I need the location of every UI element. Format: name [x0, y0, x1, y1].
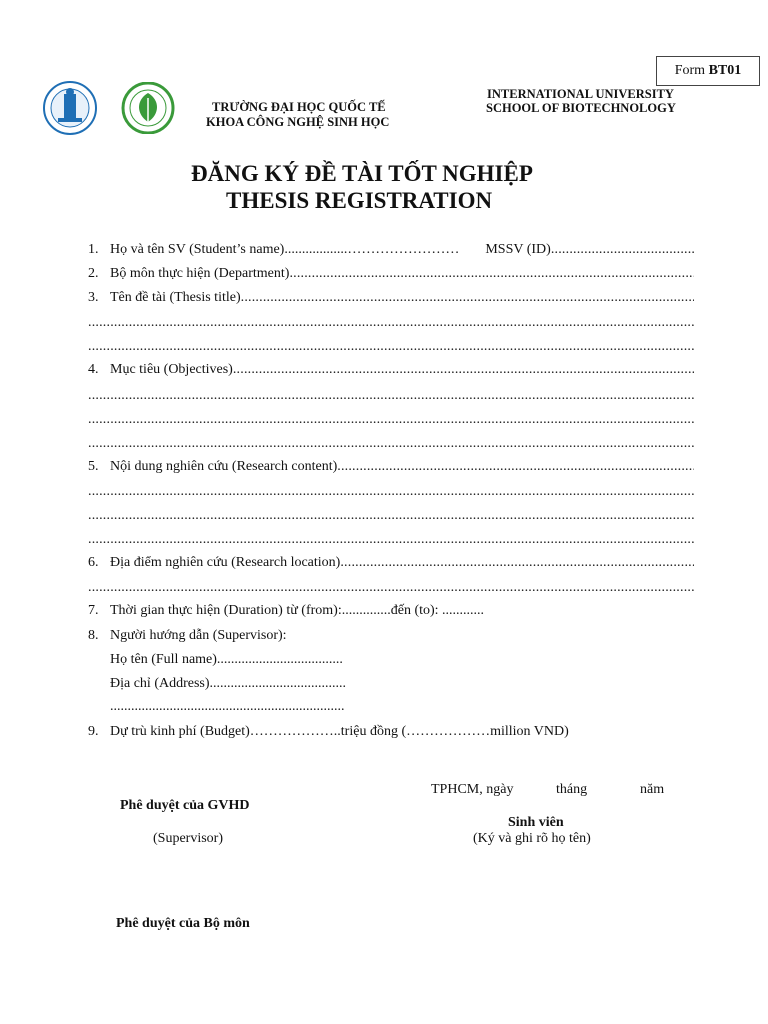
- thesis-title-line[interactable]: [88, 312, 694, 334]
- field-objectives[interactable]: 4. Mục tiêu (Objectives) .....: [88, 359, 694, 381]
- title-en: THESIS REGISTRATION: [226, 188, 493, 213]
- form-code-box: [656, 56, 760, 86]
- vn-university-name: TRƯỜNG ĐẠI HỌC QUỐC TẾ: [212, 100, 386, 114]
- research-content-line[interactable]: [88, 481, 694, 503]
- thesis-title-label: Tên đề tài (Thesis title): [110, 290, 241, 305]
- objectives-line[interactable]: [88, 385, 694, 407]
- budget-text: Dự trù kinh phí (Budget)………………..triệu đồng (………………million VND): [110, 724, 569, 739]
- field-budget[interactable]: 9. Dự trù kinh phí (Budget)………………..triệu đồng (………………million VND): [88, 721, 694, 743]
- thesis-title-line[interactable]: [88, 336, 694, 358]
- student-id-label: MSSV (ID): [485, 242, 551, 257]
- objectives-line[interactable]: [88, 409, 694, 431]
- supervisor-address-line[interactable]: ...................................................................: [110, 699, 345, 714]
- field-student-name[interactable]: 1. Họ và tên SV (Student’s name) ..................…………………… MSSV (ID) .....: [88, 239, 694, 261]
- research-location-label: Địa điểm nghiên cứu (Research location): [110, 555, 341, 570]
- research-content-label: Nội dung nghiên cứu (Research content): [110, 459, 338, 474]
- field-department[interactable]: 2. Bộ môn thực hiện (Department) .....: [88, 263, 694, 285]
- field-research-location[interactable]: 6. Địa điểm nghiên cứu (Research location) .....: [88, 552, 694, 574]
- vn-school-name: KHOA CÔNG NGHỆ SINH HỌC: [206, 115, 390, 129]
- field-thesis-title[interactable]: 3. Tên đề tài (Thesis title) .....: [88, 287, 694, 309]
- supervisor-fullname-field[interactable]: Họ tên (Full name)....................................: [110, 652, 343, 667]
- objectives-label: Mục tiêu (Objectives): [110, 362, 233, 377]
- biotechnology-leaf-logo: [120, 82, 176, 134]
- supervisor-address-field[interactable]: Địa chỉ (Address).......................................: [110, 676, 347, 691]
- research-content-line[interactable]: [88, 529, 694, 551]
- supervisor-approval-subtitle: (Supervisor): [153, 831, 223, 846]
- research-location-line[interactable]: [88, 577, 694, 599]
- en-university-name: INTERNATIONAL UNIVERSITY: [487, 87, 674, 101]
- form-code: BT01: [708, 63, 742, 78]
- month-label: tháng: [556, 782, 588, 797]
- field-duration[interactable]: 7. Thời gian thực hiện (Duration) từ (from):..............đến (to): ............: [88, 600, 694, 622]
- student-signature-subtitle: (Ký và ghi rõ họ tên): [473, 831, 591, 846]
- duration-text: Thời gian thực hiện (Duration) từ (from):..............đến (to): ............: [110, 603, 485, 618]
- year-label: năm: [640, 782, 665, 797]
- student-name-label: Họ và tên SV (Student’s name): [110, 242, 285, 257]
- place-date-label: TPHCM, ngày: [431, 782, 514, 797]
- title-vn: ĐĂNG KÝ ĐỀ TÀI TỐT NGHIỆP: [191, 161, 533, 186]
- field-research-content[interactable]: 5. Nội dung nghiên cứu (Research content) .....: [88, 456, 694, 478]
- student-id-dots: [551, 239, 694, 261]
- en-school-name: SCHOOL OF BIOTECHNOLOGY: [486, 101, 676, 115]
- form-code-prefix: Form: [674, 63, 706, 78]
- field-supervisor: 8. Người hướng dẫn (Supervisor):: [88, 625, 694, 647]
- research-content-line[interactable]: [88, 505, 694, 527]
- department-approval-heading: Phê duyệt của Bộ môn: [116, 916, 250, 931]
- student-signature-heading: Sinh viên: [508, 815, 564, 830]
- student-name-dots: ..................……………………: [284, 242, 460, 257]
- objectives-line[interactable]: [88, 433, 694, 455]
- department-label: Bộ môn thực hiện (Department): [110, 266, 290, 281]
- international-university-logo: [40, 80, 100, 136]
- supervisor-label: Người hướng dẫn (Supervisor):: [110, 628, 287, 643]
- supervisor-approval-heading: Phê duyệt của GVHD: [120, 798, 250, 813]
